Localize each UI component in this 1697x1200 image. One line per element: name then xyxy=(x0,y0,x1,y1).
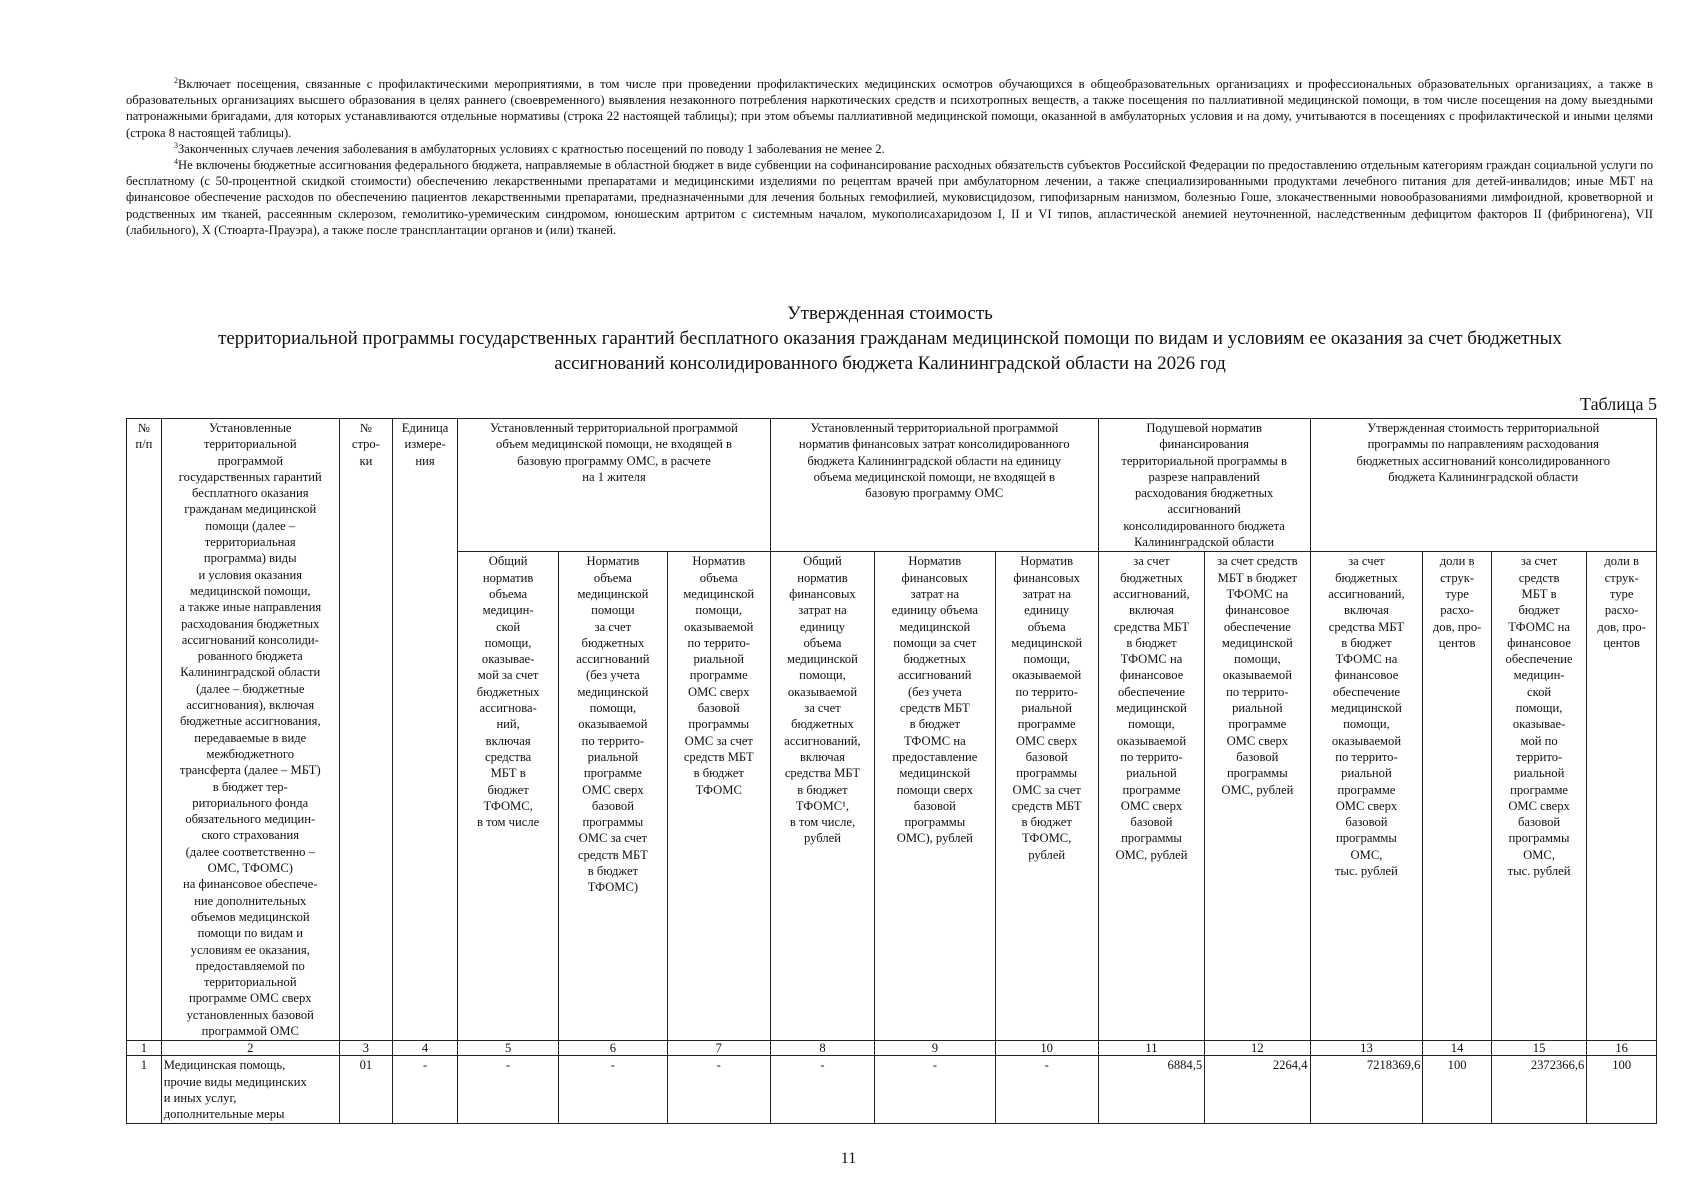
column-number: 7 xyxy=(667,1041,770,1056)
column-number: 1 xyxy=(127,1041,162,1056)
header-col-9: Норматив финансовых затрат на единицу объема медицинской помощи за счет бюджетных ассигнований (без учета средств МБТ в бюджет ТФОМС на предоставление медицинской помощи сверх базовой программы ОМС), рублей xyxy=(875,552,996,1041)
header-group-volume: Установленный территориальной программой объем медицинской помощи, не входящей в базовую программу ОМС, в расчете на 1 жителя xyxy=(458,419,771,552)
footnote-mark: 4 xyxy=(174,157,178,167)
header-col-16: доли в струк- туре расхо- дов, про- центов xyxy=(1587,552,1657,1041)
row-value-6: - xyxy=(559,1056,668,1124)
column-number: 10 xyxy=(995,1041,1098,1056)
footnote-mark: 3 xyxy=(174,140,178,150)
row-value-14: 100 xyxy=(1423,1056,1491,1124)
header-col-12: за счет средств МБТ в бюджет ТФОМС на финансовое обеспечение медицинской помощи, оказываемой по террито- риальной программе ОМС сверх базовой программы ОМС, рублей xyxy=(1205,552,1310,1041)
column-number-row xyxy=(127,1041,1657,1056)
header-col-1: № п/п xyxy=(127,419,162,1041)
header-row-groups xyxy=(127,419,1657,552)
footnote-4 xyxy=(126,157,1653,238)
header-col-11: за счет бюджетных ассигнований, включая средства МБТ в бюджет ТФОМС на финансовое обеспечение медицинской помощи, оказываемой по террито- риальной программе ОМС сверх базовой программы ОМС, рублей xyxy=(1098,552,1204,1041)
column-number: 8 xyxy=(770,1041,874,1056)
row-name: Медицинская помощь, прочие виды медицинских и иных услуг, дополнительные меры xyxy=(161,1056,339,1124)
footnote-mark: 2 xyxy=(174,76,178,85)
column-number: 12 xyxy=(1205,1041,1310,1056)
column-number: 11 xyxy=(1098,1041,1204,1056)
column-number: 2 xyxy=(161,1041,339,1056)
row-value-15: 2372366,6 xyxy=(1491,1056,1587,1124)
header-col-2: Установленные территориальной программой государственных гарантий бесплатного оказания гражданам медицинской помощи (далее – территориальная программа) виды и условия оказания медицинской помощи, а также иные направления расходования бюджетных ассигнований консолиди- рованного бюджета Калининградской области (далее – бюджетные ассигнования), включая бюджетные ассигнования, передаваемые в виде межбюджетного трансферта (далее – МБТ) в бюджет тер- риториального фонда обязательного медицин- ского страхования (далее соответственно – ОМС, ТФОМС) на финансовое обеспече- ние дополнительных объемов медицинской помощи по видам и условиям ее оказания, предоставляемой по территориальной программе ОМС сверх установленных базовой программой ОМС xyxy=(161,419,339,1041)
row-value-7: - xyxy=(667,1056,770,1124)
table-label: Таблица 5 xyxy=(1580,394,1657,414)
row-value-11: 6884,5 xyxy=(1098,1056,1204,1124)
row-value-8: - xyxy=(770,1056,874,1124)
document-title xyxy=(130,301,1650,376)
column-number: 9 xyxy=(875,1041,996,1056)
footnote-3 xyxy=(126,141,1653,157)
header-col-8: Общий норматив финансовых затрат на единицу объема медицинской помощи, оказываемой за счет бюджетных ассигнований, включая средства МБТ в бюджет ТФОМС¹, в том числе, рублей xyxy=(770,552,874,1041)
row-value-12: 2264,4 xyxy=(1205,1056,1310,1124)
column-number: 16 xyxy=(1587,1041,1657,1056)
column-number: 15 xyxy=(1491,1041,1587,1056)
column-number: 13 xyxy=(1310,1041,1423,1056)
header-col-15: за счет средств МБТ в бюджет ТФОМС на финансовое обеспечение медицин- ской помощи, оказывае- мой по террито- риальной программе ОМС сверх базовой программы ОМС, тыс. рублей xyxy=(1491,552,1587,1041)
row-line: 01 xyxy=(339,1056,392,1124)
footnote-text: Не включены бюджетные ассигнования федерального бюджета, направляемые в областной бюджет в виде субвенции на софинансирование расходных обязательств субъектов Российской Федерации по предоставлению отдельным категориям граждан социальной услуги по бесплатному (с 50-процентной скидкой стоимости) обеспечению лекарственными препаратами и медицинскими изделиями по рецептам врачей при амбулаторном лечении, а также специализированными продуктами лечебного питания для детей-инвалидов; иные МБТ на финансовое обеспечение расходов по обеспечению пациентов лекарственными препаратами, предназначенными для лечения больных гемофилией, муковисцидозом, гипофизарным нанизмом, болезнью Гоше, злокачественными новообразованиями лимфоидной, кроветворной и родственных им тканей, рассеянным склерозом, гемолитико-уремическим синдромом, юношеским артритом с системным началом, мукополисахаридозом I, II и VI типов, апластической анемией неуточненной, наследственным дефицитом факторов II (фибриногена), VII (лабильного), X (Стюарта-Прауэра), а также после трансплантации органов и (или) тканей. xyxy=(126,158,1653,237)
footnote-text: Законченных случаев лечения заболевания в амбулаторных условиях с кратностью посещений по поводу 1 заболевания не менее 2. xyxy=(178,141,885,156)
cost-table xyxy=(126,418,1657,1124)
header-col-10: Норматив финансовых затрат на единицу объема медицинской помощи, оказываемой по террито- риальной программе ОМС сверх базовой программы ОМС за счет средств МБТ в бюджет ТФОМС, рублей xyxy=(995,552,1098,1041)
title-line-2: территориальной программы государственных гарантий бесплатного оказания гражданам медицинской помощи по видам и условиям ее оказания за счет бюджетных xyxy=(218,328,1562,349)
header-col-6: Норматив объема медицинской помощи за счет бюджетных ассигнований (без учета медицинской помощи, оказываемой по террито- риальной программе ОМС сверх базовой программы ОМС за счет средств МБТ в бюджет ТФОМС) xyxy=(559,552,668,1041)
page-number: 11 xyxy=(840,1150,857,1167)
header-col-5: Общий норматив объема медицин- ской помощи, оказывае- мой за счет бюджетных ассигнова- ний, включая средства МБТ в бюджет ТФОМС, в том числе xyxy=(458,552,559,1041)
row-value-5: - xyxy=(458,1056,559,1124)
column-number: 14 xyxy=(1423,1041,1491,1056)
header-col-4: Единица измере- ния xyxy=(393,419,458,1041)
row-value-9: - xyxy=(875,1056,996,1124)
footnote-2 xyxy=(126,76,1653,141)
header-col-3: № стро- ки xyxy=(339,419,392,1041)
row-unit: - xyxy=(393,1056,458,1124)
column-number: 3 xyxy=(339,1041,392,1056)
row-number: 1 xyxy=(127,1056,162,1124)
column-number: 5 xyxy=(458,1041,559,1056)
title-line-1: Утвержденная стоимость xyxy=(787,303,993,324)
header-col-14: доли в струк- туре расхо- дов, про- центов xyxy=(1423,552,1491,1041)
column-number: 4 xyxy=(393,1041,458,1056)
header-group-cost-norm: Установленный территориальной программой норматив финансовых затрат консолидированного бюджета Калининградской области на единицу объема медицинской помощи, не входящей в базовую программу ОМС xyxy=(770,419,1098,552)
row-value-13: 7218369,6 xyxy=(1310,1056,1423,1124)
footnote-text: Включает посещения, связанные с профилактическими мероприятиями, в том числе при проведении профилактических медицинских осмотров обучающихся в общеобразовательных организациях и профессиональных образовательных организациях, а также в образовательных организациях высшего образования в целях раннего (своевременного) выявления незаконного потребления наркотических средств и психотропных веществ, а также посещения по паллиативной медицинской помощи, в том числе посещения на дому выездными патронажными бригадами, для которых устанавливаются отдельные нормативы (строка 22 настоящей таблицы); при этом объемы паллиативной медицинской помощи, оказанной в амбулаторных условия и на дому, учитываются в посещениях с профилактической и иными целями (строка 8 настоящей таблицы). xyxy=(126,77,1653,140)
title-line-3: ассигнований консолидированного бюджета Калининградской области на 2026 год xyxy=(554,353,1226,374)
header-col-7: Норматив объема медицинской помощи, оказываемой по террито- риальной программе ОМС сверх базовой программы ОМС за счет средств МБТ в бюджет ТФОМС xyxy=(667,552,770,1041)
header-col-13: за счет бюджетных ассигнований, включая средства МБТ в бюджет ТФОМС на финансовое обеспечение медицинской помощи, оказываемой по террито- риальной программе ОМС сверх базовой программы ОМС, тыс. рублей xyxy=(1310,552,1423,1041)
header-group-approved-cost: Утвержденная стоимость территориальной программы по направлениям расходования бюджетных ассигнований консолидированного бюджета Калининградской области xyxy=(1310,419,1657,552)
row-value-10: - xyxy=(995,1056,1098,1124)
footnotes xyxy=(126,76,1653,238)
row-value-16: 100 xyxy=(1587,1056,1657,1124)
column-number: 6 xyxy=(559,1041,668,1056)
table-row xyxy=(127,1056,1657,1124)
header-group-per-capita: Подушевой норматив финансирования территориальной программы в разрезе направлений расходования бюджетных ассигнований консолидированного бюджета Калининградской области xyxy=(1098,419,1310,552)
